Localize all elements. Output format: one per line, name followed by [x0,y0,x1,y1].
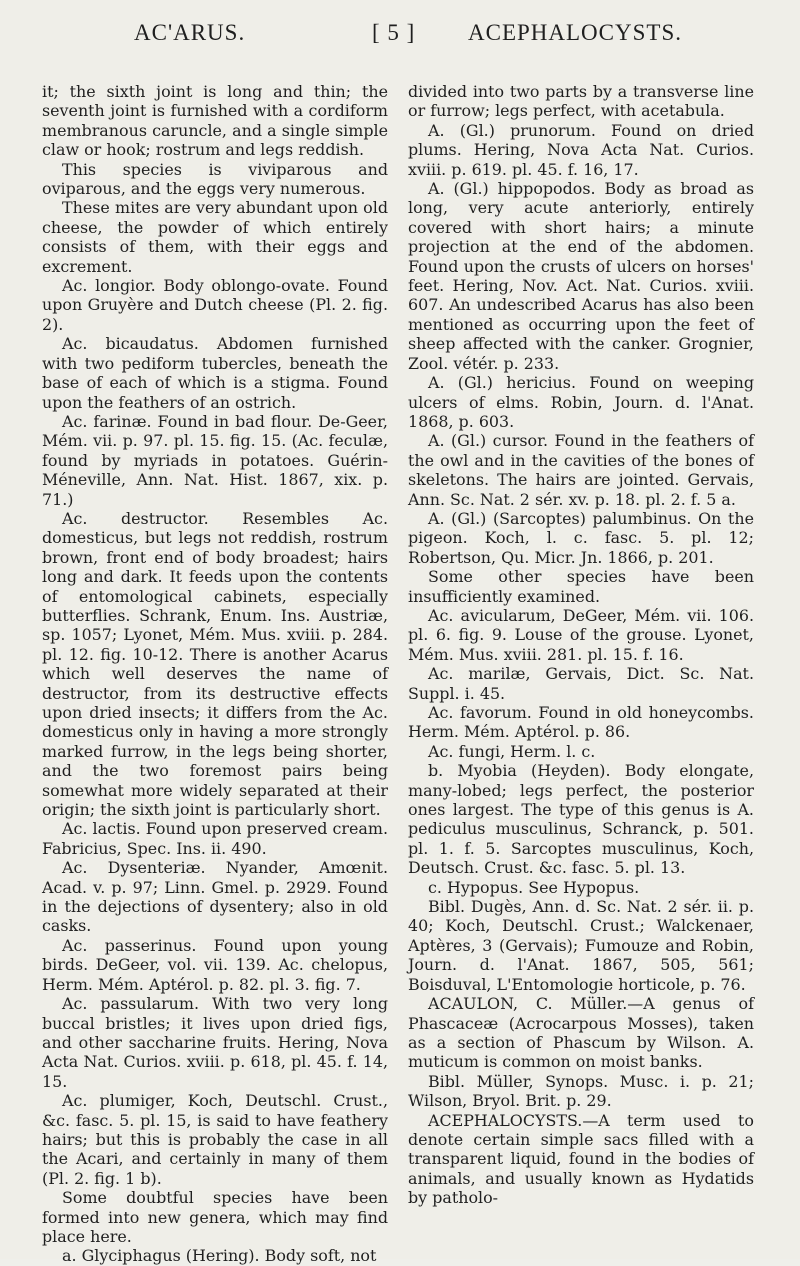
paragraph: Ac. fungi, Herm. l. c. [428,741,596,761]
paragraph: ACAULON, C. Müller.—A genus of Phascaceæ (Acrocarpous Mosses), taken as a section of Phascum by Wilson. A. muticum is common on moist banks. [408,994,754,1072]
paragraph: A. (Gl.) (Sarcoptes) palumbinus. On the pigeon. Koch, l. c. fasc. 5. pl. 12; Robertson, Qu. Micr. Jn. 1866, p. 201. [408,508,754,567]
paragraph: Ac. Dysenteriæ. Nyander, Amœnit. Acad. v. p. 97; Linn. Gmel. p. 2929. Found in the dejections of dysentery; also in old casks. [42,858,388,936]
paragraph: Ac. passularum. With two very long buccal bristles; it lives upon dried figs, and other saccharine fruits. Hering, Nova Acta Nat. Curios. xviii. p. 618, pl. 45. f. 14, 15. [42,994,388,1091]
paragraph: it; the sixth joint is long and thin; the seventh joint is furnished with a cordiform membranous caruncle, and a single simple claw or hook; rostrum and legs reddish. [42,82,388,160]
paragraph: A. (Gl.) cursor. Found in the feathers of the owl and in the cavities of the bones of skeletons. The hairs are jointed. Gervais, Ann. Sc. Nat. 2 sér. xv. p. 18. pl. 2. f. 5 a. [408,431,754,509]
paragraph: c. Hypopus. See Hypopus. [428,877,640,897]
paragraph: Bibl. Dugès, Ann. d. Sc. Nat. 2 sér. ii. p. 40; Koch, Deutschl. Crust.; Walckenaer, Aptères, 3 (Gervais); Fumouze and Robin, Journ. d. l'Anat. 1867, 505, 561; Boisduval, L'Entomologie horticole, p. 76. [408,897,754,994]
paragraph: a. Glyciphagus (Hering). Body soft, not [62,1246,377,1266]
paragraph: Some doubtful species have been formed into new genera, which may find place here. [42,1188,388,1246]
page-header [0,14,800,56]
paragraph: Ac. farinæ. Found in bad flour. De-Geer, Mém. vii. p. 97. pl. 15. fig. 15. (Ac. feculæ, found by myriads in potatoes. Guérin-Méneville, Ann. Nat. Hist. 1867, xix. p. 71.) [42,411,388,509]
paragraph: Ac. favorum. Found in old honeycombs. Herm. Mém. Aptérol. p. 86. [408,703,754,742]
paragraph: A. (Gl.) hippopodos. Body as broad as long, very acute anteriorly, entirely covered with short hairs; a minute projection at the end of the abdomen. Found upon the crusts of ulcers on horses' feet. Hering, Nov. Act. Nat. Curios. xviii. 607. An undescribed Acarus has also been mentioned as occurring upon the feet of sheep affected with the canker. Grognier, Zool. vétér. p. 233. [408,179,754,373]
paragraph: Ac. avicularum, DeGeer, Mém. vii. 106. pl. 6. fig. 9. Louse of the grouse. Lyonet, Mém. Mus. xviii. 281. pl. 15. f. 16. [408,605,754,664]
paragraph: Bibl. Müller, Synops. Musc. i. p. 21; Wilson, Bryol. Brit. p. 29. [408,1071,754,1111]
paragraph: Ac. marilæ, Gervais, Dict. Sc. Nat. Suppl. i. 45. [408,664,754,703]
paragraph: A. (Gl.) hericius. Found on weeping ulcers of elms. Robin, Journ. d. l'Anat. 1868, p. 603. [408,373,754,431]
paragraph: These mites are very abundant upon old cheese, the powder of which entirely consists of them, with their eggs and excrement. [42,198,388,276]
paragraph: Ac. bicaudatus. Abdomen furnished with two pediform tubercles, beneath the base of each of which is a stigma. Found upon the feathers of an ostrich. [42,334,388,412]
paragraph: Ac. lactis. Found upon preserved cream. Fabricius, Spec. Ins. ii. 490. [42,819,388,858]
paragraph: Ac. passerinus. Found upon young birds. DeGeer, vol. vii. 139. Ac. chelopus, Herm. Mém. Aptérol. p. 82. pl. 3. fig. 7. [42,935,388,994]
left-column [42,82,388,1266]
paragraph: ACEPHALOCYSTS.—A term used to denote certain simple sacs filled with a transparent liquid, found in the bodies of animals, and usually known as Hydatids by patholo- [408,1110,754,1208]
paragraph: b. Myobia (Heyden). Body elongate, many-lobed; legs perfect, the posterior ones largest. The type of this genus is A. pediculus musculinus, Schranck, p. 501. pl. 1. f. 5. Sarcoptes musculinus, Koch, Deutsch. Crust. &c. fasc. 5. pl. 13. [408,761,754,878]
running-head-left: AC'ARUS. [134,20,246,45]
right-column [408,82,754,1252]
paragraph: Ac. plumiger, Koch, Deutschl. Crust., &c. fasc. 5. pl. 15, is said to have feathery hairs; but this is probably the case in all the Acari, and certainly in many of them (Pl. 2. fig. 1 b). [42,1091,388,1188]
running-head-right: ACEPHALOCYSTS. [468,20,683,45]
paragraph: divided into two parts by a transverse line or furrow; legs perfect, with acetabula. [408,82,754,121]
paragraph: Ac. longior. Body oblongo-ovate. Found upon Gruyère and Dutch cheese (Pl. 2. fig. 2). [42,276,388,334]
page-number: [ 5 ] [372,20,416,45]
paragraph: A. (Gl.) prunorum. Found on dried plums. Hering, Nova Acta Nat. Curios. xviii. p. 619. pl. 45. f. 16, 17. [408,120,754,179]
paragraph: Ac. destructor. Resembles Ac. domesticus, but legs not reddish, rostrum brown, front end of body broadest; hairs long and dark. It feeds upon the contents of entomological cabinets, especially butterflies. Schrank, Enum. Ins. Austriæ, sp. 1057; Lyonet, Mém. Mus. xviii. p. 284. pl. 12. fig. 10-12. There is another Acarus which well deserves the name of destructor, from its destructive effects upon dried insects; it differs from the Ac. domesticus only in having a more strongly marked furrow, in the legs being shorter, and the two foremost pairs being somewhat more widely separated at their origin; the sixth joint is particularly short. [42,508,388,820]
paragraph: Some other species have been insufficiently examined. [408,567,754,606]
paragraph: This species is viviparous and oviparous, and the eggs very numerous. [42,159,388,199]
